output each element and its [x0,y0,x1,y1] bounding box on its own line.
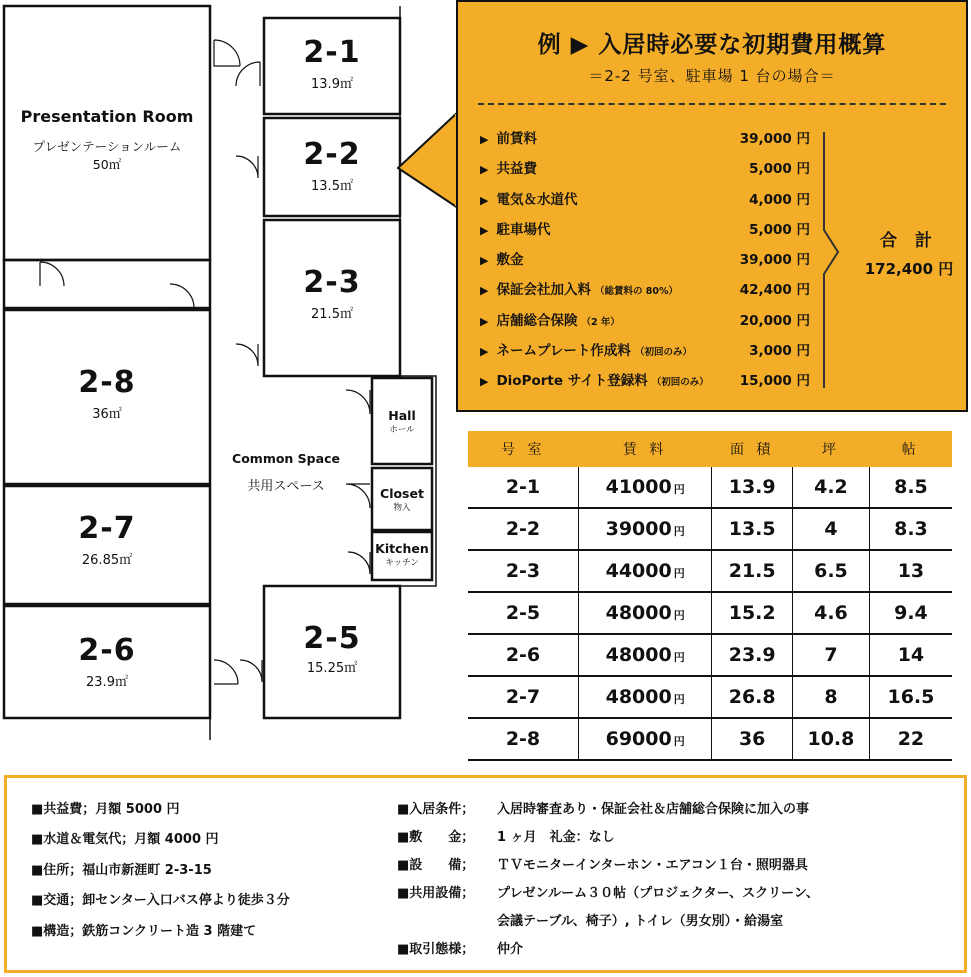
cell-rent [578,634,711,676]
yen-unit: 円 [673,651,685,664]
room-area: 23.9㎡ [86,675,128,690]
room-2-2 [264,138,400,196]
rent-value: 39000 [605,518,672,540]
yen-unit: 円 [673,525,685,538]
kitchen-name-jp: キッチン [385,558,419,568]
cost-item [480,278,810,308]
hall-name: Hall [388,408,416,423]
info-row [397,798,819,826]
cell-tsubo: 8 [793,676,870,718]
info-right-column [397,798,819,966]
cost-item-label: 共益費 [496,161,537,178]
divider [478,103,946,105]
door-swing [346,390,370,414]
total-label: 合 計 [880,231,938,251]
cost-item-label: 駐車場代 [496,221,551,238]
property-info [4,775,967,973]
cell-room: 2-6 [468,634,578,676]
left-corridor-wall [4,260,210,308]
triangle-icon: ▶ [480,223,489,237]
cell-jo: 13 [869,550,952,592]
room-area: 21.5㎡ [311,307,353,322]
door-swing [40,262,64,286]
cost-item-amount: 5,000 円 [749,161,810,178]
closet-name: Closet [380,486,424,501]
hall [372,408,432,436]
header-tsubo: 坪 [793,431,870,467]
estimate-title: 例 ▶ 入居時必要な初期費用概算 [537,32,887,58]
cost-item-amount: 15,000 円 [739,373,810,390]
triangle-icon: ▶ [480,193,489,207]
cost-item-amount: 39,000 円 [739,252,810,269]
room-area: 36㎡ [92,407,122,422]
cell-rent [578,467,711,508]
door-swing [170,284,194,308]
cell-area: 15.2 [712,592,793,634]
info-line: ■構造；鉄筋コンクリート造 3 階建て [31,923,257,939]
closet-name-jp: 物入 [393,503,411,513]
header-rent: 賃 料 [578,431,711,467]
info-label: ■入居条件； [397,802,475,817]
door-swing [236,344,258,366]
door-swing [240,660,262,682]
table-row [468,718,952,760]
cost-item-amount: 39,000 円 [739,131,810,147]
room-2-5 [264,622,400,678]
cost-item-label: 敷金 [496,252,524,269]
room-2-1 [264,36,400,94]
door-swing [236,156,258,178]
info-line: ■水道＆電気代；月額 4000 円 [31,832,219,848]
table-row [468,467,952,508]
cell-tsubo: 10.8 [793,718,870,760]
info-label: ■共用設備； [397,886,475,901]
table-row [468,508,952,550]
cell-rent [578,718,711,760]
total-value: 172,400 円 [864,260,954,278]
room-2-6 [4,634,210,692]
info-line: ■共益費；月額 5000 円 [31,802,180,817]
cell-area: 21.5 [712,550,793,592]
cost-item-label: 店舗総合保険 [496,312,578,329]
info-row [397,882,819,910]
header-room: 号 室 [468,431,578,467]
cost-item-amount: 42,400 円 [739,282,810,299]
cost-item [480,218,810,248]
room-number: 2-6 [78,633,136,668]
common-space [214,448,358,496]
info-value: 入居時審査あり・保証会社＆店舗総合保険に加入の事 [497,802,810,817]
cost-item-note: （初回のみ） [651,377,709,389]
info-value: プレゼンルーム３０帖（プロジェクター、スクリーン、 [497,886,819,901]
cell-jo: 22 [869,718,952,760]
cost-item [480,248,810,278]
cell-jo: 8.5 [869,467,952,508]
triangle-icon: ▶ [480,314,489,328]
common-space-name: Common Space [232,451,340,466]
yen-unit: 円 [673,609,685,622]
cell-area: 13.5 [712,508,793,550]
info-value: ＴＶモニターインターホン・エアコン１台・照明器具 [497,858,808,873]
yen-unit: 円 [673,567,685,580]
cost-item-note: （2 年） [581,316,620,328]
initial-cost-estimate [456,0,968,412]
cell-rent [578,508,711,550]
cost-item-label: DioPorte サイト登録料 [496,373,648,390]
rent-value: 48000 [605,602,672,624]
triangle-icon: ▶ [480,133,489,146]
info-line: ■住所；福山市新涯町 2-3-15 [31,862,212,878]
cell-area: 23.9 [712,634,793,676]
cell-rent [578,676,711,718]
door-swing [348,552,370,574]
table-header-row [468,431,952,467]
yen-unit: 円 [673,483,685,496]
info-label: ■設 備； [397,858,475,873]
cost-item [480,188,810,218]
cell-tsubo: 7 [793,634,870,676]
yen-unit: 円 [673,735,685,748]
cost-item-label: 電気＆水道代 [496,191,578,208]
info-line: ■交通；卸センター入口バス停より徒歩３分 [31,893,290,909]
cost-item-amount: 3,000 円 [749,343,810,360]
cost-item [480,369,810,399]
cost-item-label: ネームプレート作成料 [496,343,631,360]
callout-pointer [394,110,460,210]
table-row [468,550,952,592]
cell-tsubo: 4.6 [793,592,870,634]
room-number: 2-3 [303,265,361,300]
cell-jo: 9.4 [869,592,952,634]
room-area: 13.5㎡ [311,179,353,194]
cell-jo: 16.5 [869,676,952,718]
info-label: ■敷 金； [397,830,475,845]
cost-item [480,157,810,187]
rent-value: 41000 [605,476,672,498]
header-area: 面 積 [712,431,793,467]
table-row [468,676,952,718]
triangle-icon: ▶ [480,345,489,359]
room-number: 2-1 [303,35,361,70]
cell-jo: 8.3 [869,508,952,550]
kitchen [372,541,432,569]
room-area: 13.9㎡ [311,77,353,92]
room-area: 26.85㎡ [81,553,133,568]
triangle-icon: ▶ [480,284,489,298]
room-number: 2-8 [78,365,136,400]
cost-item [480,127,810,157]
header-jo: 帖 [869,431,952,467]
cost-item [480,339,810,369]
cell-rent [578,550,711,592]
presentation-room-area: 50㎡ [92,157,122,172]
cell-room: 2-3 [468,550,578,592]
info-label: ■取引態様； [397,942,475,957]
cost-item-note: （総賃料の 80%） [594,286,679,298]
info-row [397,910,819,938]
room-2-7 [4,512,210,570]
closet [372,486,432,514]
cell-area: 36 [712,718,793,760]
cell-room: 2-8 [468,718,578,760]
cell-area: 26.8 [712,676,793,718]
cell-rent [578,592,711,634]
table-row [468,634,952,676]
room-2-8 [4,366,210,424]
cost-item [480,309,810,339]
info-row [397,826,819,854]
cell-area: 13.9 [712,467,793,508]
cost-item-label: 前賃料 [496,131,537,147]
info-value: 1 ヶ月 礼金：なし [497,830,615,845]
cost-item-amount: 4,000 円 [749,191,810,208]
cell-tsubo: 6.5 [793,550,870,592]
rent-table-body [468,467,952,760]
presentation-room [4,106,210,174]
info-value: 仲介 [497,942,524,957]
kitchen-name: Kitchen [375,541,429,556]
cost-item-list [480,127,810,400]
cell-tsubo: 4 [793,508,870,550]
info-value: 会議テーブル、椅子）, トイレ（男女別）・給湯室 [497,914,784,929]
cost-item-note: （初回のみ） [634,347,692,359]
triangle-icon: ▶ [480,375,489,389]
hall-name-jp: ホール [389,425,415,435]
cell-room: 2-5 [468,592,578,634]
info-left-column [31,798,290,950]
room-number: 2-2 [303,137,361,172]
cell-jo: 14 [869,634,952,676]
cost-item-amount: 5,000 円 [749,221,810,238]
estimate-subtitle: ＝2-2 号室、駐車場 1 台の場合＝ [588,67,836,85]
info-row [397,854,819,882]
cell-room: 2-1 [468,467,578,508]
triangle-icon: ▶ [480,163,489,177]
cost-item-amount: 20,000 円 [739,312,810,329]
door-swing [214,40,240,66]
room-area: 15.25㎡ [306,661,358,676]
rent-table [468,431,952,761]
cost-item-label: 保証会社加入料 [496,282,591,299]
rent-value: 48000 [605,644,672,666]
cell-room: 2-7 [468,676,578,718]
room-number: 2-7 [78,511,136,546]
cell-tsubo: 4.2 [793,467,870,508]
door-swing [214,660,238,684]
presentation-room-name-jp: プレゼンテーションルーム [32,139,182,154]
rent-value: 48000 [605,686,672,708]
rent-value: 44000 [605,560,672,582]
table-row [468,592,952,634]
rent-value: 69000 [605,728,672,750]
room-2-3 [264,266,400,324]
triangle-icon: ▶ [480,254,489,268]
yen-unit: 円 [673,693,685,706]
info-row [397,938,819,966]
common-space-name-jp: 共用スペース [247,479,325,494]
room-number: 2-5 [303,621,361,656]
presentation-room-name: Presentation Room [20,107,194,126]
cell-room: 2-2 [468,508,578,550]
